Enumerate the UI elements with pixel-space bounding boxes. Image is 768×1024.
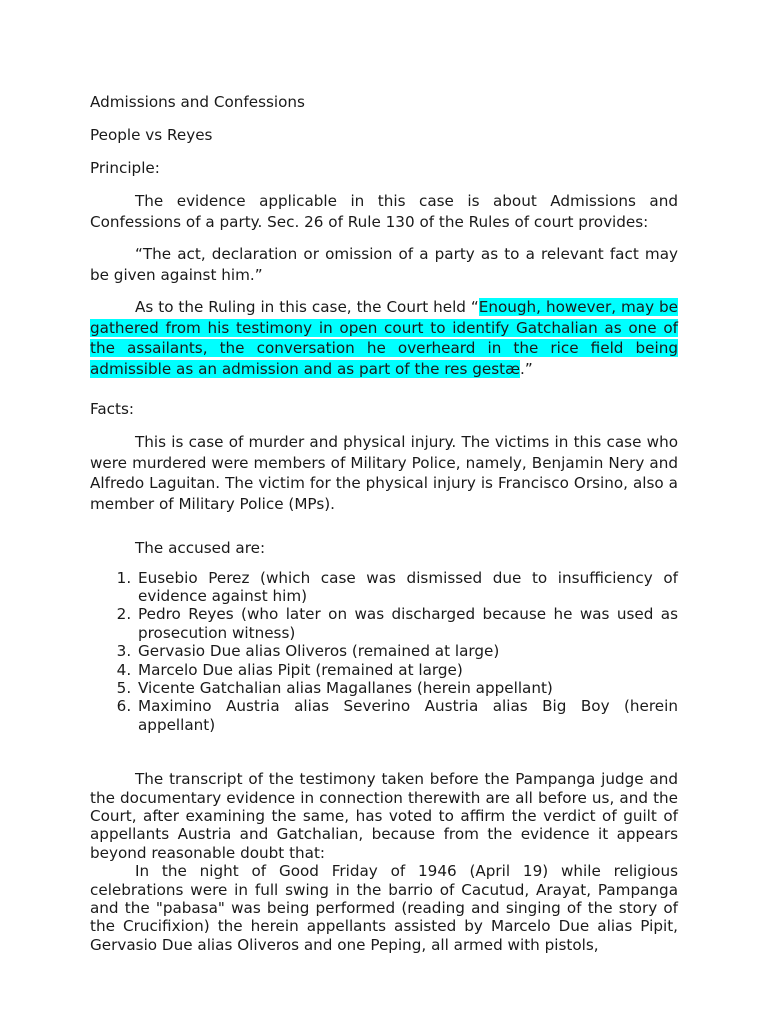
list-item: 2. Pedro Reyes (who later on was discharged because he was used as prosecution witness) <box>136 605 678 642</box>
transcript-paragraph: The transcript of the testimony taken before the Pampanga judge and the documentary evidence in connection therewith are all before us, and the Court, after examining the same, has voted to affirm the verdict of guilt of appellants Austria and Gatchalian, because from the evidence it appears beyond reasonable doubt that: <box>90 770 678 862</box>
night-paragraph: In the night of Good Friday of 1946 (April 19) while religious celebrations were in full swing in the barrio of Cacutud, Arayat, Pampanga and the "pabasa" was being performed (reading and singing of the story of the Crucifixion) the herein appellants assisted by Marcelo Due alias Pipit, Gervasio Due alias Oliveros and one Peping, all armed with pistols, <box>90 862 678 954</box>
ruling-lead: As to the Ruling in this case, the Court held “ <box>135 298 479 316</box>
ruling-tail: .” <box>520 359 533 378</box>
rule-quote: “The act, declaration or omission of a party as to a relevant fact may be given against him.” <box>90 245 678 284</box>
facts-heading: Facts: <box>90 400 134 418</box>
list-item: 6. Maximino Austria alias Severino Austria alias Big Boy (herein appellant) <box>136 697 678 734</box>
ruling-paragraph <box>90 297 678 379</box>
accused-list <box>90 569 678 735</box>
list-item: 1. Eusebio Perez (which case was dismissed due to insufficiency of evidence against him) <box>136 569 678 606</box>
case-name: People vs Reyes <box>90 126 213 144</box>
accused-intro: The accused are: <box>135 539 266 557</box>
facts-paragraph: This is case of murder and physical injury. The victims in this case who were murdered were members of Military Police, namely, Benjamin Nery and Alfredo Laguitan. The victim for the physical injury is Francisco Orsino, also a member of Military Police (MPs). <box>90 433 678 513</box>
document-title: Admissions and Confessions <box>90 93 305 111</box>
list-item: 3. Gervasio Due alias Oliveros (remained at large) <box>136 642 678 660</box>
list-item: 5. Vicente Gatchalian alias Magallanes (herein appellant) <box>136 679 678 697</box>
principle-heading: Principle: <box>90 159 160 177</box>
principle-paragraph: The evidence applicable in this case is about Admissions and Confessions of a party. Sec. 26 of Rule 130 of the Rules of court provides: <box>90 192 678 231</box>
list-item: 4. Marcelo Due alias Pipit (remained at large) <box>136 661 678 679</box>
ruling-highlight: Enough, however, may be gathered from his testimony in open court to identify Gatchalian as one of the assailants, the conversation he overheard in the rice field being admissible as an admission and as part of the res gestæ <box>90 298 678 378</box>
